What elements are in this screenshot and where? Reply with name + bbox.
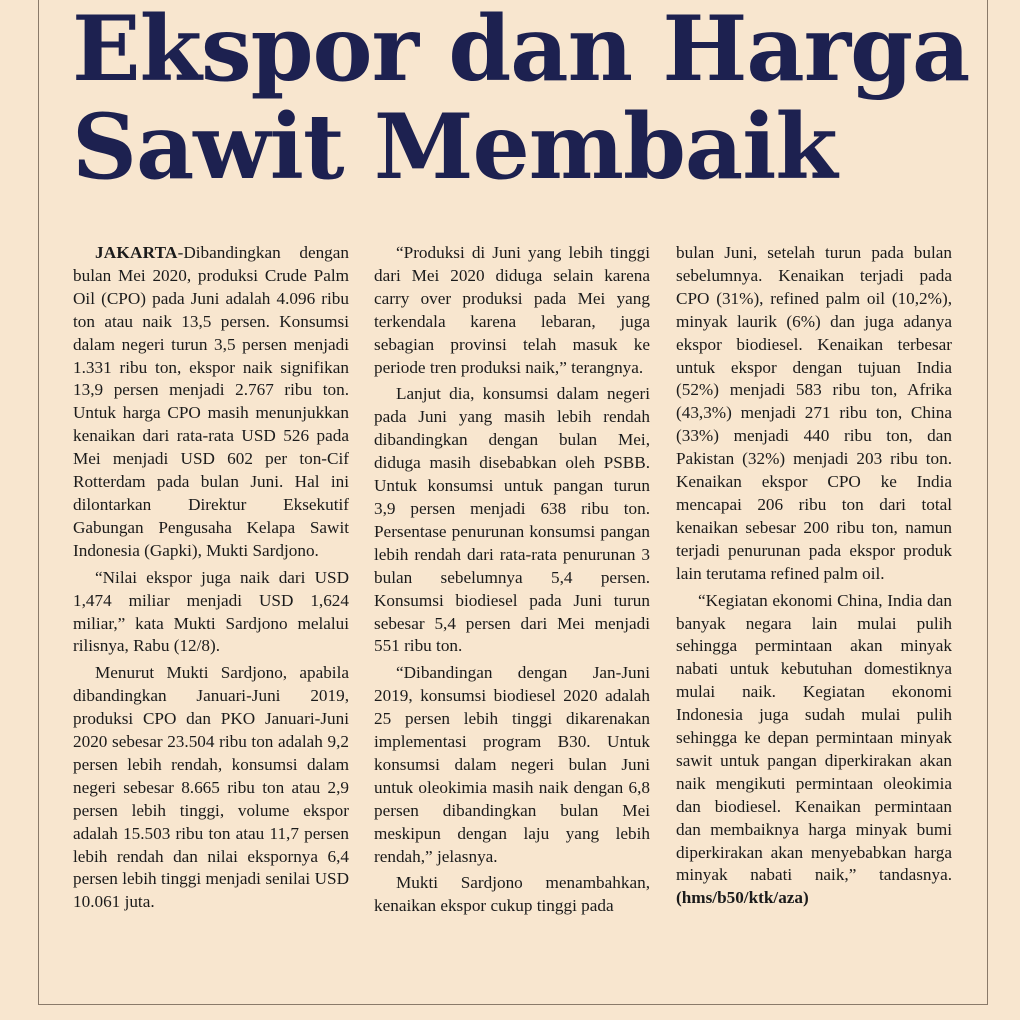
paragraph [676,590,952,911]
headline [72,0,972,200]
paragraph: Menurut Mukti Sardjono, apabila dibandingkan Januari-Juni 2019, produksi CPO dan PKO Januari-Juni 2020 sebesar 23.504 ribu ton adalah 9,2 persen lebih rendah, konsumsi dalam negeri sebesar 8.665 ribu ton atau 2,9 persen lebih tinggi, volume ekspor adalah 15.503 ribu ton atau 11,7 persen lebih rendah dan nilai ekspornya 6,4 persen lebih tinggi menjadi senilai USD 10.061 juta. [73,663,349,912]
paragraph-text: -Dibandingkan dengan bulan Mei 2020, produksi Crude Palm Oil (CPO) pada Juni adalah 4.096 ribu ton atau naik 13,5 persen. Konsumsi dalam negeri turun 3,5 persen menjadi 1.331 ribu ton, ekspor naik signifikan 13,9 persen menjadi 2.767 ribu ton. Untuk harga CPO masih menunjukkan kenaikan dari rata-rata USD 526 pada Mei menjadi USD 602 per ton-Cif Rotterdam pada bulan Juni. Hal ini dilontarkan Direktur Eksekutif Gabungan Pengusaha Kelapa Sawit Indonesia (Gapki), Mukti Sardjono. [73,243,349,560]
paragraph: bulan Juni, setelah turun pada bulan sebelumnya. Kenaikan terjadi pada CPO (31%), refined palm oil (10,2%), minyak laurik (6%) dan juga adanya ekspor biodiesel. Kenaikan terbesar untuk ekspor dengan tujuan India (52%) menjadi 583 ribu ton, Afrika (43,3%) menjadi 271 ribu ton, China (33%) menjadi 440 ribu ton, dan Pakistan (32%) menjadi 203 ribu ton. Kenaikan ekspor CPO ke India mencapai 206 ribu ton dari total kenaikan sebesar 200 ribu ton, namun terjadi penurunan pada ekspor produk lain terutama refined palm oil. [676,243,952,583]
paragraph: “Nilai ekspor juga naik dari USD 1,474 miliar menjadi USD 1,624 miliar,” kata Mukti Sardjono melalui rilisnya, Rabu (12/8). [73,567,349,656]
column-2 [374,242,650,922]
column-1 [73,242,349,918]
headline-line-1: Ekspor dan Harga [72,0,970,102]
paragraph: Mukti Sardjono menambahkan, kenaikan ekspor cukup tinggi pada [374,873,650,916]
paragraph: Lanjut dia, konsumsi dalam negeri pada Juni yang masih lebih rendah dibandingkan dengan bulan Mei, diduga masih disebabkan oleh PSBB. Untuk konsumsi untuk pangan turun 3,9 persen menjadi 638 ribu ton. Persentase penurunan konsumsi pangan lebih rendah dari rata-rata penurunan 3 bulan sebelumnya 5,4 persen. Konsumsi biodiesel pada Juni turun sebesar 5,4 persen dari Mei menjadi 551 ribu ton. [374,384,650,656]
headline-line-2: Sawit Membaik [72,94,837,200]
byline: (hms/b50/ktk/aza) [676,888,809,908]
paragraph-text: “Kegiatan ekonomi China, India dan banyak negara lain mulai pulih sehingga permintaan akan minyak nabati untuk kebutuhan domestiknya mulai naik. Kegiatan ekonomi Indonesia juga sudah mulai pulih sehingga ke depan permintaan minyak sawit untuk pangan diperkirakan akan naik mengikuti permintaan oleokimia dan biodiesel. Kenaikan permintaan dan membaiknya harga minyak bumi diperkirakan akan menyebabkan harga minyak nabati naik,” tandasnya. [676,590,952,885]
column-3 [676,242,952,914]
paragraph: “Produksi di Juni yang lebih tinggi dari Mei 2020 diduga selain karena carry over produksi pada Mei yang terkendala karena lebaran, juga sebagian provinsi telah masuk ke periode tren produksi naik,” terangnya. [374,243,650,377]
paragraph [73,242,349,563]
dateline: JAKARTA [95,243,178,262]
paragraph: “Dibandingan dengan Jan-Juni 2019, konsumsi biodiesel 2020 adalah 25 persen lebih tinggi dikarenakan implementasi program B30. Untuk konsumsi dalam negeri bulan Juni untuk oleokimia masih naik dengan 6,8 persen dibandingkan bulan Mei meskipun dengan laju yang lebih rendah,” jelasnya. [374,663,650,866]
